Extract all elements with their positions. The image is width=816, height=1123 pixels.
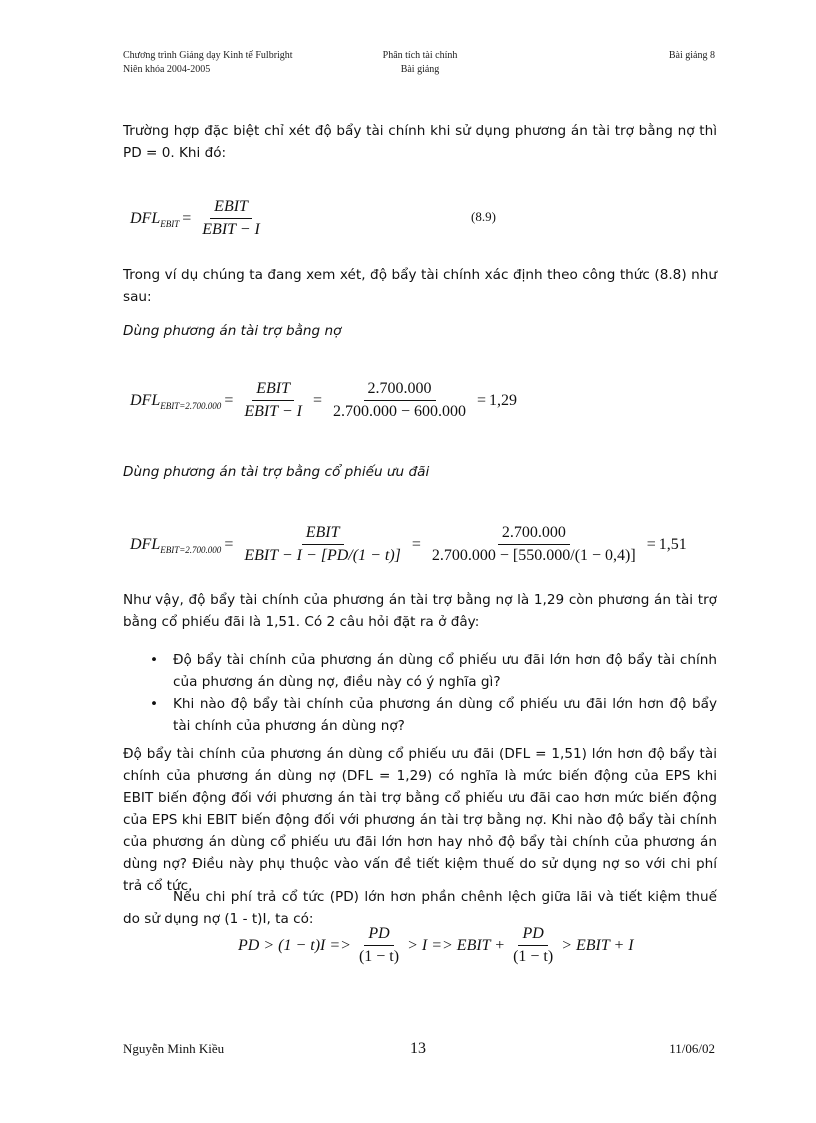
intro-paragraph: Trường hợp đặc biệt chỉ xét độ bẩy tài chính khi sử dụng phương án tài trợ bằng nợ thì PD = 0. Khi đó:: [123, 123, 717, 161]
summary-paragraph: Như vậy, độ bẩy tài chính của phương án tài trợ bằng nợ là 1,29 còn phương án tài trợ bằng cổ phiếu đãi là 1,51. Có 2 câu hỏi đặt ra ở đây:: [123, 592, 717, 630]
header-lecture: Bài giảng 8: [668, 50, 715, 61]
inequality: [238, 925, 634, 966]
header-type: Bài giảng: [400, 64, 440, 75]
equation-8-9: [130, 198, 268, 239]
denominator: 2.700.000 − 600.000: [332, 403, 467, 420]
example-intro-paragraph: Trong ví dụ chúng ta đang xem xét, độ bẩy tài chính xác định theo công thức (8.8) như sau:: [123, 267, 717, 305]
denominator: (1 − t): [513, 948, 554, 965]
result-value: 1,51: [658, 535, 687, 553]
fraction: [355, 925, 403, 966]
numerator: EBIT: [210, 198, 252, 219]
header-left: [123, 49, 293, 77]
header-year: Niên khóa 2004-2005: [123, 64, 211, 75]
answer-paragraph: Độ bẩy tài chính của phương án dùng cổ phiếu ưu đãi (DFL = 1,51) lớn hơn độ bẩy tài chính của phương án dùng nợ (DFL = 1,29) có nghĩa là mức biến động của EPS khi EBIT biến động đối với phương án tài trợ bằng cổ phiếu ưu đãi cao hơn mức biến động của EPS khi EBIT biến động đối với phương án tài trợ bằng nợ. Khi nào độ bẩy tài chính của phương án dùng cổ phiếu ưu đãi lớn hơn hay nhỏ độ bẩy tài chính của phương án dùng nợ? Điều này phụ thuộc vào vấn đề tiết kiệm thuế do sử dụng nợ so với chi phí trả cổ tức.: [123, 746, 717, 894]
dfl-subscript: EBIT: [160, 218, 180, 229]
equals-sign: =: [312, 391, 322, 409]
list-item: • Độ bẩy tài chính của phương án dùng cổ phiếu ưu đãi lớn hơn độ bẩy tài chính của phương án dùng nợ, điều này có ý nghĩa gì?: [148, 649, 717, 693]
denominator: 2.700.000 − [550.000/(1 − 0,4)]: [431, 547, 636, 564]
fraction-values: [428, 524, 640, 565]
denominator: EBIT − I − [PD/(1 − t)]: [244, 547, 401, 564]
numerator: PD: [364, 925, 393, 946]
numerator: PD: [518, 925, 547, 946]
footer-page-number: 13: [410, 1040, 426, 1057]
preferred-heading: Dùng phương án tài trợ bằng cổ phiếu ưu đãi: [123, 464, 430, 480]
debt-heading: Dùng phương án tài trợ bằng nợ: [123, 323, 342, 339]
equals-sign: =: [477, 391, 487, 409]
dfl-symbol: DFL: [130, 391, 161, 409]
equals-sign: =: [182, 209, 192, 227]
fraction: [509, 925, 557, 966]
dfl-subscript: EBIT=2.700.000: [160, 400, 222, 411]
inequality-part: > EBIT + I: [561, 936, 634, 954]
inequality-part: > I => EBIT +: [407, 936, 506, 954]
numerator: 2.700.000: [364, 380, 436, 401]
numerator: EBIT: [302, 524, 344, 545]
condition-paragraph: Nếu chi phí trả cổ tức (PD) lớn hơn phần chênh lệch giữa lãi và tiết kiệm thuế do sử dụng nợ (1 - t)I, ta có:: [123, 889, 717, 927]
result-value: 1,29: [489, 391, 518, 409]
fraction-formula: [240, 524, 405, 565]
inequality-part: PD > (1 − t)I =>: [238, 936, 351, 954]
fraction-formula: [240, 380, 306, 421]
denominator: EBIT − I: [202, 221, 260, 238]
footer-author: Nguyễn Minh Kiều: [123, 1041, 225, 1056]
equals-sign: =: [646, 535, 656, 553]
denominator: (1 − t): [358, 948, 400, 965]
equation-preferred: [130, 524, 687, 565]
header-program: Chương trình Giảng dạy Kinh tế Fulbright: [123, 50, 293, 61]
dfl-symbol: DFL: [130, 209, 161, 227]
equation-number: (8.9): [471, 209, 496, 224]
equals-sign: =: [224, 535, 234, 553]
equals-sign: =: [411, 535, 421, 553]
header-center: [360, 49, 480, 77]
header-subject: Phân tích tài chính: [382, 50, 458, 61]
dfl-subscript: EBIT=2.700.000: [160, 544, 222, 555]
equals-sign: =: [224, 391, 234, 409]
dfl-symbol: DFL: [130, 535, 161, 553]
footer-date: 11/06/02: [669, 1041, 715, 1056]
denominator: EBIT − I: [244, 403, 302, 420]
numerator: EBIT: [252, 380, 294, 401]
list-item: • Khi nào độ bẩy tài chính của phương án dùng cổ phiếu ưu đãi lớn hơn độ bẩy tài chính của phương án dùng nợ?: [148, 693, 717, 737]
numerator: 2.700.000: [498, 524, 570, 545]
fraction: [198, 198, 264, 239]
fraction-values: [329, 380, 470, 421]
questions-list: [148, 649, 717, 737]
equation-debt: [130, 380, 517, 421]
